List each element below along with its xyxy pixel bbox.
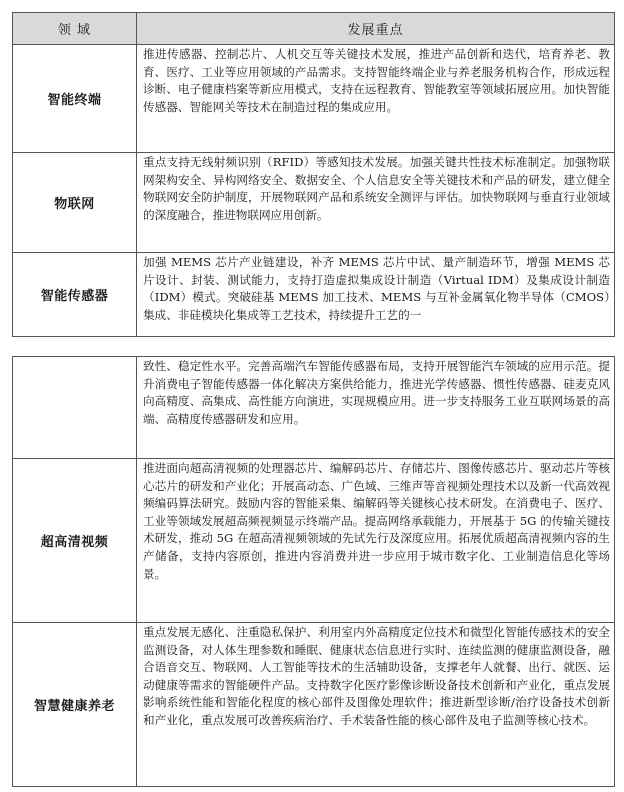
focus-cell: 重点发展无感化、注重隐私保护、利用室内外高精度定位技术和微型化智能传感技术的安全监测设备，对人体生理参数和睡眠、健康状态信息进行实时、连续监测的健康监测设备，融合语音交互、物联网、人工智能等技术的生活辅助设备，支撑老年人就餐、出行、就医、运动健康等需求的智能硬件产品。支持数字化医疗影像诊断设备技术创新和产业化，重点发展影响系统性能和智能化程度的核心部件及图像处理软件；推进新型诊断/治疗设备技术创新和产业化，重点发展可改善疾病治疗、手术装备性能的核心部件及电子监测等核心技术。 <box>137 623 615 787</box>
domain-cell: 超高清视频 <box>13 459 137 623</box>
header-domain: 领 域 <box>13 13 137 45</box>
focus-cell: 推进传感器、控制芯片、人机交互等关键技术发展，推进产品创新和迭代，培育养老、教育、医疗、工业等应用领域的产品需求。支持智能终端企业与养老服务机构合作，形成远程诊断、电子健康档案等新应用模式，支持在远程教育、智能教室等领域拓展应用。加快智能传感器、智能网关等技术在制造过程的集成应用。 <box>137 45 615 153</box>
table-row <box>13 357 615 459</box>
domain-cell: 智能传感器 <box>13 253 137 337</box>
table-row <box>13 623 615 787</box>
table-row <box>13 45 615 153</box>
domain-cell <box>13 357 137 459</box>
focus-cell: 重点支持无线射频识别（RFID）等感知技术发展。加强关键共性技术标准制定。加强物联网架构安全、异构网络安全、数据安全、个人信息安全等关键技术和产品的研发，建立健全物联网安全防护制度，开展物联网产品和系统安全测评与评估。加快物联网与垂直行业领域的深度融合，推进物联网应用创新。 <box>137 153 615 253</box>
header-focus: 发展重点 <box>137 13 615 45</box>
focus-cell: 致性、稳定性水平。完善高端汽车智能传感器布局，支持开展智能汽车领域的应用示范。提升消费电子智能传感器一体化解决方案供给能力，推进光学传感器、惯性传感器、硅麦克风向高精度、高集成、高性能方向演进，实现规模应用。进一步支持服务工业互联网场景的高端、高精度传感器研发和应用。 <box>137 357 615 459</box>
domain-cell: 智能终端 <box>13 45 137 153</box>
table-row <box>13 459 615 623</box>
focus-cell <box>137 253 615 337</box>
focus-text: 加强 MEMS 芯片产业链建设，补齐 MEMS 芯片中试、量产制造环节，增强 MEMS 芯片设计、封装、测试能力，支持打造虚拟集成设计制造（Virtual IDM）及集成设计制造（IDM）模式。突破硅基 MEMS 加工技术、MEMS 与互补金属氧化物半导体（CMOS）集成、非硅模块化集成等工艺技术，持续提升工艺的一 <box>143 255 610 322</box>
table-header-row <box>13 13 615 45</box>
focus-cell: 推进面向超高清视频的处理器芯片、编解码芯片、存储芯片、图像传感芯片、驱动芯片等核心芯片的研发和产业化；开展高动态、广色域、三维声等音视频处理技术以及新一代高效视频编码算法研究。鼓励内容的智能采集、编解码等关键核心技术研发。在消费电子、医疗、工业等领域发展超高频视频显示终端产品。提高网络承载能力，开展基于 5G 的传输关键技术研发，推动 5G 在超高清视频领域的先试先行及深度应用。拓展优质超高清视频内容的生产储备，支持内容原创，推进内容消费并进一步应用于城市数字化、工业制造信息化等场景。 <box>137 459 615 623</box>
table-row <box>13 253 615 337</box>
domain-cell: 物联网 <box>13 153 137 253</box>
development-focus-table-part2 <box>12 356 615 787</box>
development-focus-table-part1 <box>12 12 615 337</box>
domain-cell: 智慧健康养老 <box>13 623 137 787</box>
table-row <box>13 153 615 253</box>
